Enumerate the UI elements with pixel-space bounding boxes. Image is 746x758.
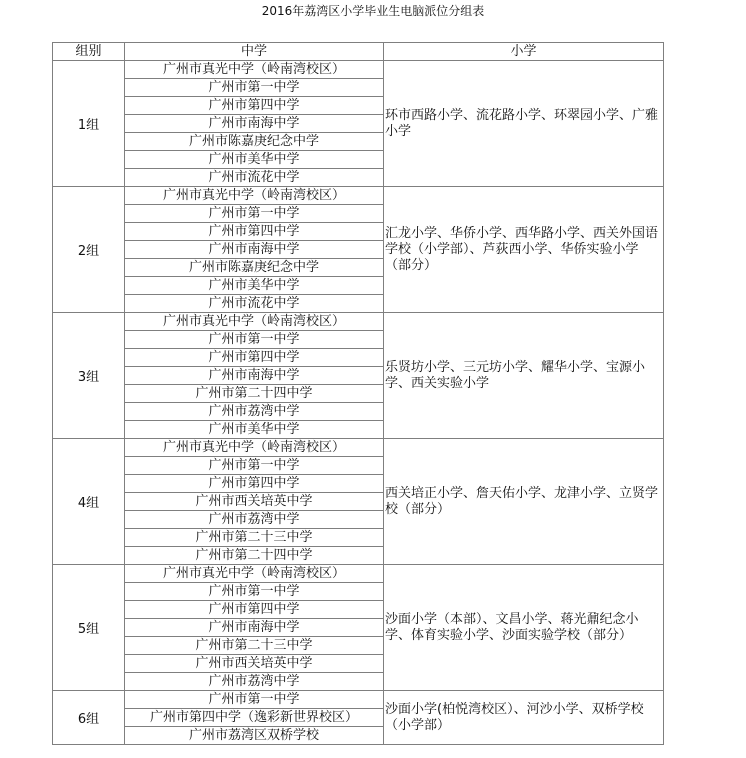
middle-school-cell: 广州市第二十四中学 bbox=[125, 547, 384, 565]
middle-school-cell: 广州市第四中学 bbox=[125, 97, 384, 115]
table-row bbox=[53, 691, 664, 709]
middle-school-cell: 广州市美华中学 bbox=[125, 151, 384, 169]
group-label: 5组 bbox=[53, 565, 125, 691]
middle-school-cell: 广州市南海中学 bbox=[125, 241, 384, 259]
primary-schools-cell: 汇龙小学、华侨小学、西华路小学、西关外国语学校（小学部）、芦荻西小学、华侨实验小学（部分） bbox=[384, 187, 664, 313]
middle-school-cell: 广州市第二十三中学 bbox=[125, 637, 384, 655]
watermark-mark bbox=[648, 740, 660, 744]
middle-school-cell: 广州市第一中学 bbox=[125, 205, 384, 223]
middle-school-cell: 广州市第四中学 bbox=[125, 475, 384, 493]
header-middle-school: 中学 bbox=[125, 43, 384, 61]
header-group: 组别 bbox=[53, 43, 125, 61]
group-label: 1组 bbox=[53, 61, 125, 187]
primary-schools-cell: 沙面小学(柏悦湾校区）、河沙小学、双桥学校（小学部） bbox=[384, 691, 664, 745]
middle-school-cell: 广州市美华中学 bbox=[125, 277, 384, 295]
middle-school-cell: 广州市第一中学 bbox=[125, 331, 384, 349]
middle-school-cell: 广州市荔湾中学 bbox=[125, 511, 384, 529]
middle-school-cell: 广州市第四中学（逸彩新世界校区） bbox=[125, 709, 384, 727]
middle-school-cell: 广州市第四中学 bbox=[125, 349, 384, 367]
middle-school-cell: 广州市南海中学 bbox=[125, 619, 384, 637]
middle-school-cell: 广州市荔湾中学 bbox=[125, 673, 384, 691]
middle-school-cell: 广州市真光中学（岭南湾校区） bbox=[125, 313, 384, 331]
primary-schools-cell: 乐贤坊小学、三元坊小学、耀华小学、宝源小学、西关实验小学 bbox=[384, 313, 664, 439]
middle-school-cell: 广州市西关培英中学 bbox=[125, 655, 384, 673]
group-label: 4组 bbox=[53, 439, 125, 565]
middle-school-cell: 广州市荔湾中学 bbox=[125, 403, 384, 421]
middle-school-cell: 广州市美华中学 bbox=[125, 421, 384, 439]
page-title: 2016年荔湾区小学毕业生电脑派位分组表 bbox=[261, 4, 485, 18]
middle-school-cell: 广州市陈嘉庚纪念中学 bbox=[125, 133, 384, 151]
middle-school-cell: 广州市第一中学 bbox=[125, 79, 384, 97]
middle-school-cell: 广州市第二十四中学 bbox=[125, 385, 384, 403]
table-row bbox=[53, 439, 664, 457]
table-body bbox=[53, 61, 664, 745]
table-header-row bbox=[53, 43, 664, 61]
middle-school-cell: 广州市真光中学（岭南湾校区） bbox=[125, 187, 384, 205]
primary-schools-cell: 西关培正小学、詹天佑小学、龙津小学、立贤学校（部分） bbox=[384, 439, 664, 565]
middle-school-cell: 广州市流花中学 bbox=[125, 295, 384, 313]
group-label: 2组 bbox=[53, 187, 125, 313]
group-label: 6组 bbox=[53, 691, 125, 745]
middle-school-cell: 广州市真光中学（岭南湾校区） bbox=[125, 61, 384, 79]
middle-school-cell: 广州市第一中学 bbox=[125, 691, 384, 709]
primary-schools-cell: 沙面小学（本部）、文昌小学、蒋光鼐纪念小学、体育实验小学、沙面实验学校（部分） bbox=[384, 565, 664, 691]
allocation-table bbox=[52, 42, 664, 745]
middle-school-cell: 广州市第四中学 bbox=[125, 223, 384, 241]
middle-school-cell: 广州市荔湾区双桥学校 bbox=[125, 727, 384, 745]
group-label: 3组 bbox=[53, 313, 125, 439]
middle-school-cell: 广州市第一中学 bbox=[125, 583, 384, 601]
middle-school-cell: 广州市南海中学 bbox=[125, 115, 384, 133]
table-row bbox=[53, 313, 664, 331]
middle-school-cell: 广州市流花中学 bbox=[125, 169, 384, 187]
middle-school-cell: 广州市第四中学 bbox=[125, 601, 384, 619]
middle-school-cell: 广州市真光中学（岭南湾校区） bbox=[125, 565, 384, 583]
middle-school-cell: 广州市真光中学（岭南湾校区） bbox=[125, 439, 384, 457]
middle-school-cell: 广州市第一中学 bbox=[125, 457, 384, 475]
primary-schools-cell: 环市西路小学、流花路小学、环翠园小学、广雅小学 bbox=[384, 61, 664, 187]
header-primary-school: 小学 bbox=[384, 43, 664, 61]
table-row bbox=[53, 61, 664, 79]
middle-school-cell: 广州市陈嘉庚纪念中学 bbox=[125, 259, 384, 277]
table-row bbox=[53, 187, 664, 205]
table-row bbox=[53, 565, 664, 583]
middle-school-cell: 广州市第二十三中学 bbox=[125, 529, 384, 547]
middle-school-cell: 广州市南海中学 bbox=[125, 367, 384, 385]
middle-school-cell: 广州市西关培英中学 bbox=[125, 493, 384, 511]
